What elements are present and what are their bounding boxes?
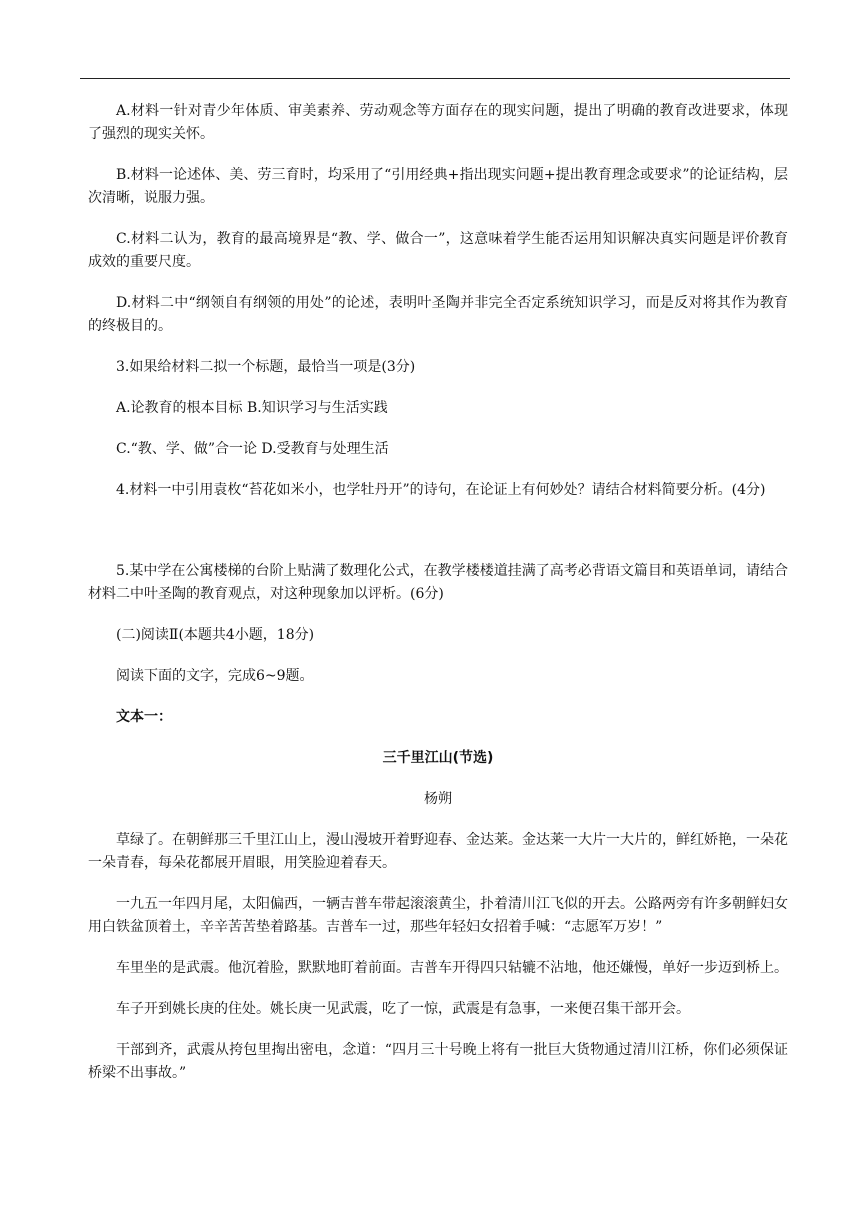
section-heading: (二)阅读Ⅱ(本题共4小题，18分) — [116, 627, 315, 643]
option-a: A.材料一针对青少年体质、审美素养、劳动观念等方面存在的现实问题，提出了明确的教育改进要求，体现了强烈的现实关怀。 — [88, 103, 788, 142]
question-5-stem: 5.某中学在公寓楼梯的台阶上贴满了数理化公式，在教学楼楼道挂满了高考必背语文篇目和英语单词，请结合材料二中叶圣陶的教育观点，对这种现象加以评析。(6分) — [88, 563, 788, 602]
article-paragraph: 车里坐的是武震。他沉着脸，默默地盯着前面。吉普车开得四只轱辘不沾地，他还嫌慢，单好一步迈到桥上。 — [116, 960, 788, 976]
reading-instruction: 阅读下面的文字，完成6~9题。 — [116, 668, 314, 684]
header-rule — [80, 78, 790, 79]
document-body — [88, 100, 788, 1103]
text-label-text: 文本一： — [116, 709, 172, 725]
article-paragraph: 干部到齐，武震从挎包里掏出密电，念道：“四月三十号晚上将有一批巨大货物通过清川江桥，你们必须保证桥梁不出事故。” — [88, 1042, 788, 1081]
article-author: 杨朔 — [424, 791, 452, 807]
article-paragraph: 一九五一年四月尾，太阳偏西，一辆吉普车带起滚滚黄尘，扑着清川江飞似的开去。公路两旁有许多朝鲜妇女用白铁盆顶着土，辛辛苦苦垫着路基。吉普车一过，那些年轻妇女招着手喊：“志愿军万岁！” — [88, 896, 788, 935]
option-b: B.材料一论述体、美、劳三育时，均采用了“引用经典+指出现实问题+提出教育理念或要求”的论证结构，层次清晰，说服力强。 — [88, 167, 788, 206]
text-label — [88, 706, 788, 729]
article-title: 三千里江山(节选) — [382, 750, 494, 766]
question-3-choices-cd: C.“教、学、做”合一论 D.受教育与处理生活 — [116, 441, 389, 457]
question-3-choices-ab: A.论教育的根本目标 B.知识学习与生活实践 — [116, 400, 388, 416]
question-4-stem: 4.材料一中引用袁枚“苔花如米小，也学牡丹开”的诗句，在论证上有何妙处？请结合材料简要分析。(4分) — [116, 482, 766, 498]
option-c: C.材料二认为，教育的最高境界是“教、学、做合一”，这意味着学生能否运用知识解决真实问题是评价教育成效的重要尺度。 — [88, 231, 788, 270]
option-d: D.材料二中“纲领自有纲领的用处”的论述，表明叶圣陶并非完全否定系统知识学习，而是反对将其作为教育的终极目的。 — [88, 295, 788, 334]
question-3-stem: 3.如果给材料二拟一个标题，最恰当一项是(3分) — [116, 359, 416, 375]
article-paragraph: 车子开到姚长庚的住处。姚长庚一见武震，吃了一惊，武震是有急事，一来便召集干部开会。 — [116, 1001, 690, 1017]
article-paragraph: 草绿了。在朝鲜那三千里江山上，漫山漫坡开着野迎春、金达莱。金达莱一大片一大片的，鲜红娇艳，一朵花一朵青春，每朵花都展开眉眼，用笑脸迎着春天。 — [88, 832, 788, 871]
